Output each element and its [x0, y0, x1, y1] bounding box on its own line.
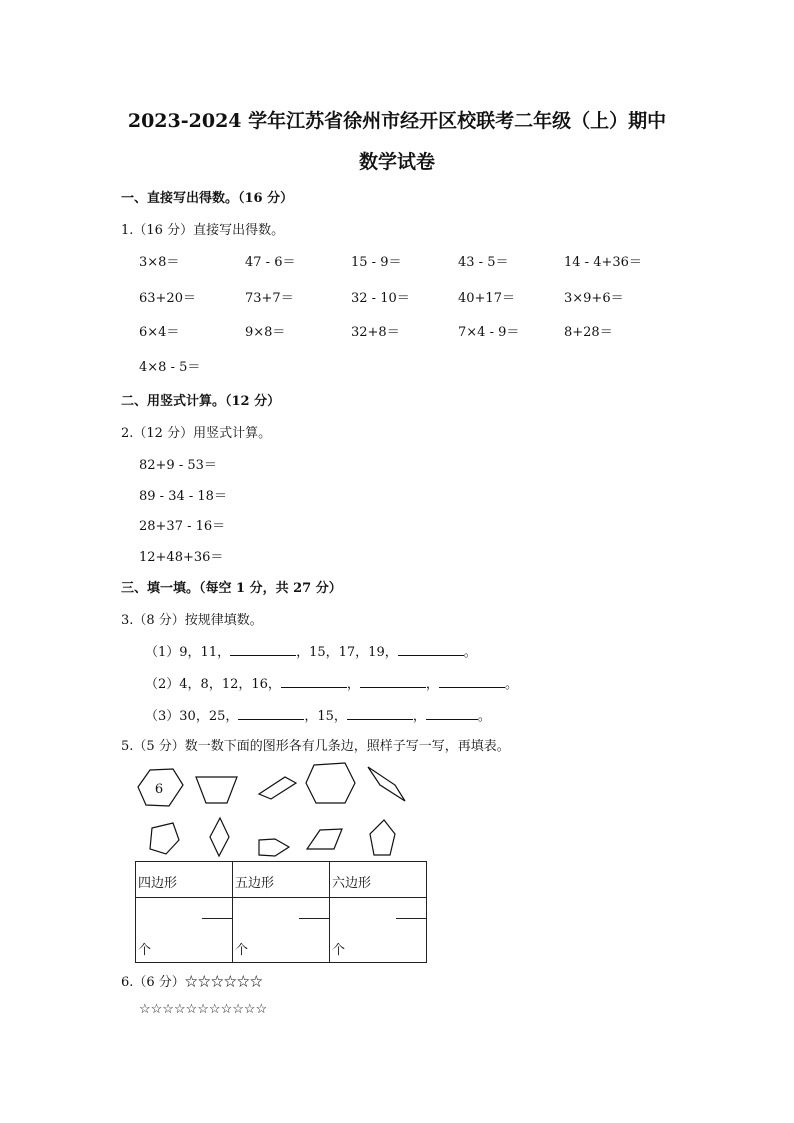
- answer-blank[interactable]: [299, 918, 329, 919]
- shape-example-label: 6: [154, 782, 164, 797]
- section-heading-3: 三、填一填。（每空 1 分，共 27 分）: [121, 581, 342, 596]
- problem: 7×4 - 9＝: [458, 325, 520, 340]
- sequence-2: [145, 673, 518, 692]
- problem: 4×8 - 5＝: [139, 360, 201, 375]
- exam-title-line2: 数学试卷: [358, 151, 435, 173]
- vertical-calc-item: 28+37 - 16＝: [139, 519, 226, 534]
- header-quadrilateral: 四边形: [138, 876, 178, 891]
- question-1: 1.（16 分）直接写出得数。: [121, 223, 285, 238]
- problem: 6×4＝: [139, 325, 180, 340]
- sequence-1: [145, 641, 477, 660]
- sequence-text: ，: [346, 677, 360, 692]
- problem: 47 - 6＝: [245, 255, 296, 270]
- question-2: 2.（12 分）用竖式计算。: [121, 426, 272, 441]
- shapes-figure: [130, 755, 420, 860]
- problem: 32 - 10＝: [351, 291, 410, 306]
- problem: 14 - 4+36＝: [564, 255, 642, 270]
- sequence-text: 。: [504, 677, 518, 692]
- answer-blank[interactable]: [439, 675, 505, 688]
- sequence-text: 。: [477, 709, 491, 724]
- vertical-calc-item: 89 - 34 - 18＝: [139, 489, 227, 504]
- problem: 32+8＝: [351, 325, 400, 340]
- exam-title-line1: 2023-2024 学年江苏省徐州市经开区校联考二年级（上）期中: [127, 110, 667, 132]
- sequence-text: （2）4，8，12，16，: [145, 677, 281, 692]
- pentagon-shape: [370, 820, 395, 855]
- table-header-cell: [330, 862, 427, 898]
- unit-label: 个: [235, 943, 249, 958]
- unit-label: 个: [332, 943, 346, 958]
- problem: 3×8＝: [139, 255, 180, 270]
- rhombus-shape: [259, 777, 296, 799]
- header-pentagon: 五边形: [235, 876, 275, 891]
- answer-blank[interactable]: [281, 675, 347, 688]
- section-heading-1: 一、直接写出得数。（16 分）: [121, 191, 294, 206]
- answer-cell[interactable]: [233, 898, 330, 963]
- stars-row: ☆☆☆☆☆☆☆☆☆☆☆: [139, 1002, 268, 1017]
- question-5: 5.（5 分）数一数下面的图形各有几条边，照样子写一写，再填表。: [121, 739, 510, 754]
- problem: 43 - 5＝: [458, 255, 509, 270]
- sequence-text: ，: [425, 677, 439, 692]
- hexagon-shape: [306, 763, 355, 803]
- shapes-count-table: [135, 861, 427, 963]
- answer-blank[interactable]: [238, 707, 304, 720]
- parallelogram-shape: [307, 829, 342, 849]
- answer-blank[interactable]: [202, 918, 232, 919]
- answer-blank[interactable]: [347, 707, 413, 720]
- sequence-text: 。: [463, 645, 477, 660]
- table-header-row: [136, 862, 427, 898]
- problem: 9×8＝: [245, 325, 286, 340]
- sequence-text: ，: [412, 709, 426, 724]
- vertical-calc-item: 12+48+36＝: [139, 550, 224, 565]
- answer-blank[interactable]: [398, 643, 464, 656]
- section-heading-2: 二、用竖式计算。（12 分）: [121, 394, 281, 409]
- problem: 8+28＝: [564, 325, 613, 340]
- problem: 63+20＝: [139, 291, 196, 306]
- question-6: 6.（6 分）☆☆☆☆☆☆: [121, 975, 263, 990]
- answer-blank[interactable]: [396, 918, 426, 919]
- sequence-text: （1）9，11，: [145, 645, 231, 660]
- pentagon-shape: [150, 823, 179, 854]
- answer-blank[interactable]: [230, 643, 296, 656]
- table-header-cell: [233, 862, 330, 898]
- answer-cell[interactable]: [330, 898, 427, 963]
- header-hexagon: 六边形: [332, 876, 372, 891]
- sequence-text: （3）30，25，: [145, 709, 239, 724]
- sequence-3: [145, 705, 491, 724]
- problem: 3×9+6＝: [564, 291, 624, 306]
- pentagon-shape: [259, 839, 289, 856]
- answer-blank[interactable]: [360, 675, 426, 688]
- problem: 40+17＝: [458, 291, 515, 306]
- vertical-calc-item: 82+9 - 53＝: [139, 458, 217, 473]
- table-header-cell: [136, 862, 233, 898]
- table-answer-row: [136, 898, 427, 963]
- sequence-text: ，15，: [304, 709, 347, 724]
- answer-cell[interactable]: [136, 898, 233, 963]
- question-3: 3.（8 分）按规律填数。: [121, 613, 263, 628]
- unit-label: 个: [138, 943, 152, 958]
- rhombus-shape: [210, 818, 229, 856]
- answer-blank[interactable]: [426, 707, 478, 720]
- problem: 73+7＝: [245, 291, 294, 306]
- trapezoid-shape: [196, 777, 237, 803]
- problem: 15 - 9＝: [351, 255, 402, 270]
- sequence-text: ，15，17，19，: [296, 645, 398, 660]
- rhombus-shape: [368, 767, 405, 801]
